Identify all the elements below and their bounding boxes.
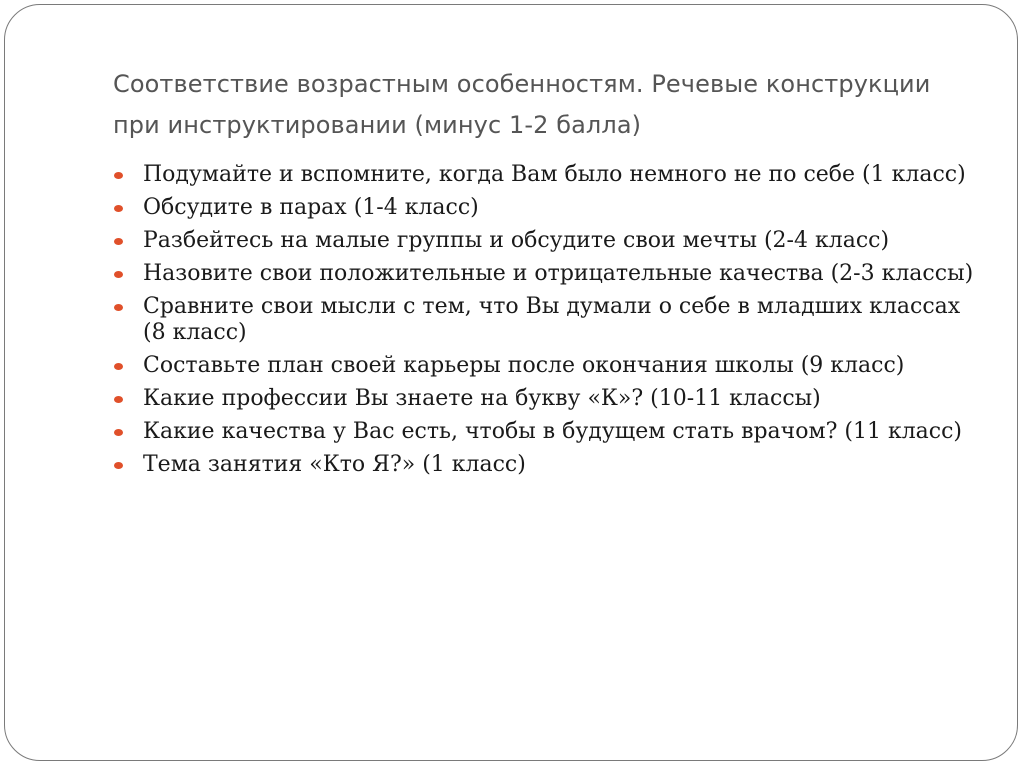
bullet-text: Назовите свои положительные и отрицательные качества (2-3 классы) xyxy=(143,261,974,286)
bullet-icon xyxy=(114,271,123,278)
bullet-icon xyxy=(114,396,123,403)
bullet-icon xyxy=(114,304,123,311)
bullet-item xyxy=(111,195,981,221)
slide-title: Соответствие возрастным особенностям. Речевые конструкции при инструктировании (минус 1-2 балла) xyxy=(113,70,931,139)
bullet-text: Подумайте и вспомните, когда Вам было немного не по себе (1 класс) xyxy=(143,162,966,187)
bullet-text: Разбейтесь на малые группы и обсудите свои мечты (2-4 класс) xyxy=(143,228,890,253)
bullet-item xyxy=(111,162,981,188)
bullet-text: Тема занятия «Кто Я?» (1 класс) xyxy=(143,452,526,477)
bullet-item xyxy=(111,228,981,254)
bullet-item xyxy=(111,353,981,379)
bullet-icon xyxy=(114,238,123,245)
bullet-icon xyxy=(114,429,123,436)
bullet-text: Какие профессии Вы знаете на букву «К»? (10-11 классы) xyxy=(143,386,821,411)
bullet-text: Сравните свои мысли с тем, что Вы думали о себе в младших классах (8 класс) xyxy=(143,294,961,345)
bullet-icon xyxy=(114,205,123,212)
bullet-icon xyxy=(114,172,123,179)
bullet-item xyxy=(111,419,981,445)
bullet-item xyxy=(111,386,981,412)
bullet-text: Какие качества у Вас есть, чтобы в будущем стать врачом? (11 класс) xyxy=(143,419,963,444)
bullet-text: Обсудите в парах (1-4 класс) xyxy=(143,195,479,220)
bullet-item xyxy=(111,452,981,478)
bullet-item xyxy=(111,294,981,346)
bullet-item xyxy=(111,261,981,287)
bullet-icon xyxy=(114,462,123,469)
bullet-list xyxy=(111,162,981,485)
bullet-icon xyxy=(114,363,123,370)
bullet-text: Составьте план своей карьеры после окончания школы (9 класс) xyxy=(143,353,905,378)
